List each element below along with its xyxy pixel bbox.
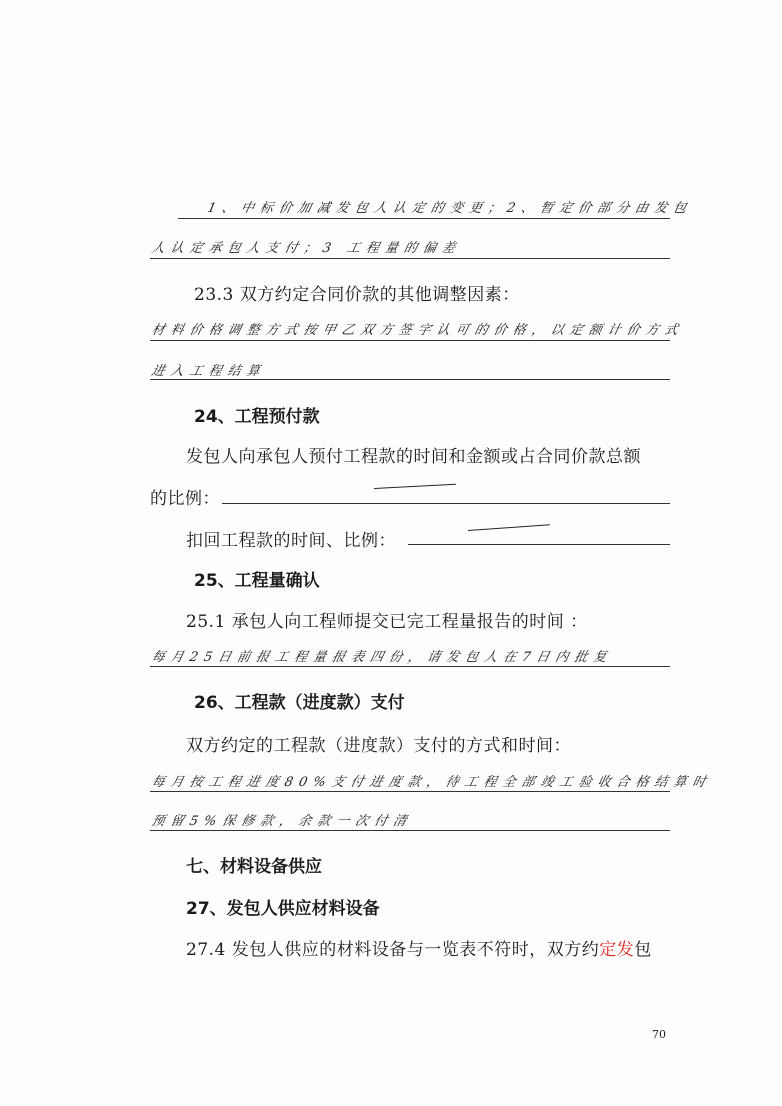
fill-line (150, 340, 670, 341)
handwritten-other-factors-line2: 进入工程结算 (150, 364, 268, 379)
heading-section-7: 七、材料设备供应 (186, 857, 322, 877)
fill-line (150, 830, 670, 831)
heading-25: 25、工程量确认 (194, 571, 320, 591)
fill-line (150, 379, 670, 380)
prepay-text-line2: 的比例： (150, 489, 220, 509)
fill-line (222, 503, 670, 504)
handwritten-dash-stroke (468, 524, 550, 531)
heading-27: 27、发包人供应材料设备 (186, 899, 380, 919)
clause-27-4-highlight: 定发 (599, 940, 635, 960)
handwritten-report-time: 每月25日前报工程量报表四份，请发包人在7日内批复 (150, 650, 615, 665)
payment-intro: 双方约定的工程款（进度款）支付的方式和时间： (186, 736, 571, 756)
prepay-text-line1: 发包人向承包人预付工程款的时间和金额或占合同价款总额 (186, 447, 641, 467)
fill-line (150, 258, 670, 259)
heading-24: 24、工程预付款 (194, 407, 320, 427)
handwritten-price-change-line2: 人认定承包人支付；3 工程量的偏差 (150, 241, 463, 256)
handwritten-payment-line2: 预留5%保修款，余款一次付清 (150, 814, 414, 829)
clause-27-4 (186, 935, 652, 960)
fill-line (178, 218, 670, 219)
clause-23-3: 23.3 双方约定合同价款的其他调整因素： (194, 285, 520, 305)
handwritten-other-factors-line1: 材料价格调整方式按甲乙双方签字认可的价格，以定额计价方式 (150, 323, 686, 338)
clause-27-4-tail: 包 (634, 940, 652, 960)
deduct-text: 扣回工程款的时间、比例： (186, 531, 396, 551)
page-number: 70 (652, 1028, 666, 1041)
handwritten-dash-stroke (374, 484, 456, 489)
fill-line (150, 791, 670, 792)
heading-26: 26、工程款（进度款）支付 (194, 693, 405, 713)
clause-25-1: 25.1 承包人向工程师提交已完工程量报告的时间 ： (186, 612, 588, 632)
fill-line (150, 666, 670, 667)
fill-line (408, 544, 670, 545)
clause-27-4-text: 27.4 发包人供应的材料设备与一览表不符时，双方约 (186, 940, 600, 960)
handwritten-price-change-line1: 1、中标价加减发包人认定的变更；2、暂定价部分由发包 (206, 201, 694, 216)
handwritten-payment-line1: 每月按工程进度80%支付进度款，待工程全部竣工验收合格结算时 (150, 775, 714, 790)
